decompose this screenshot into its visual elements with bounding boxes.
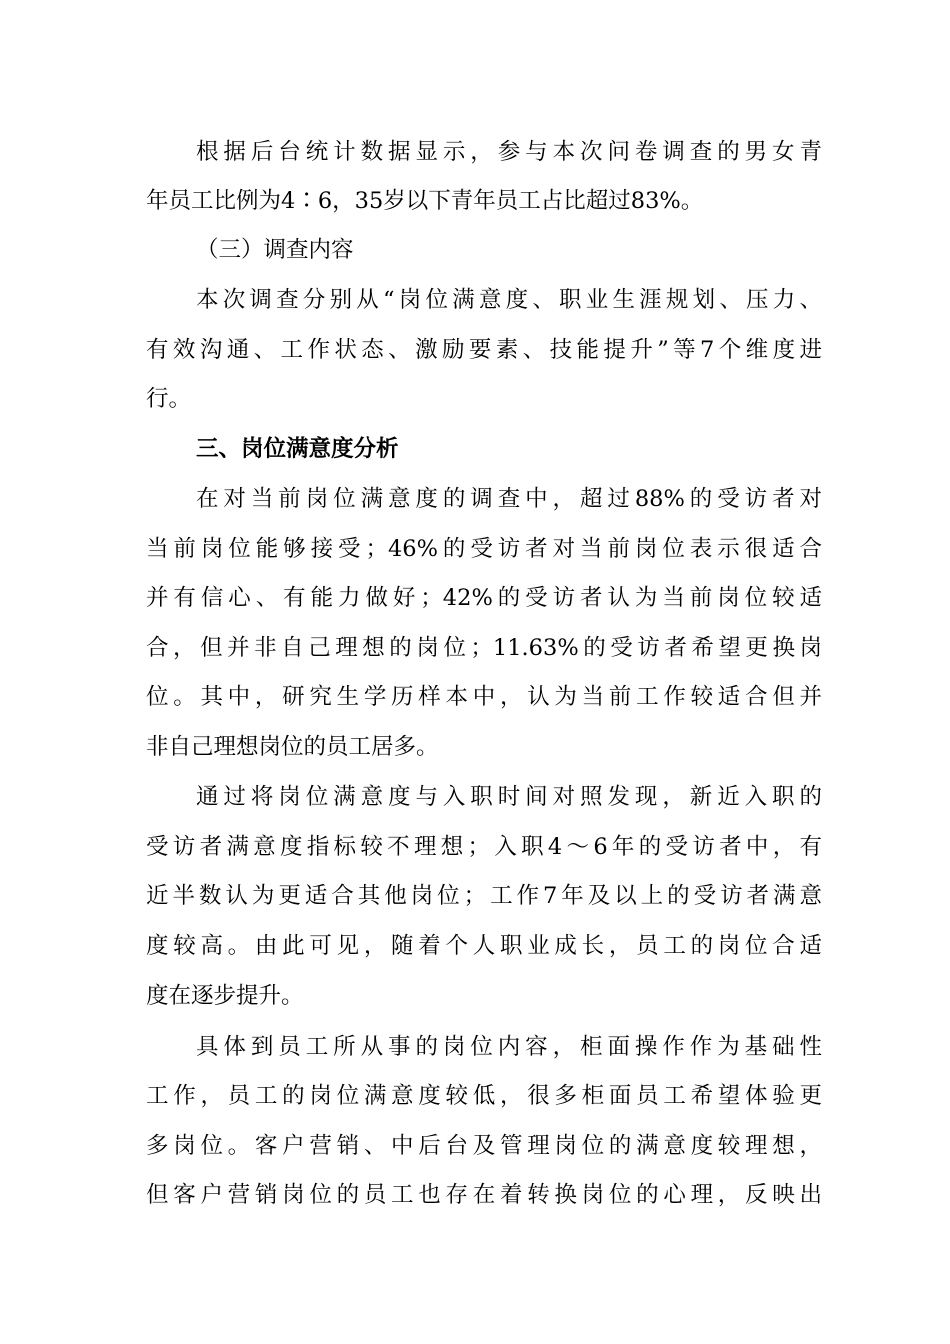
paragraph-3-line-5: 位。其中，研究生学历样本中，认为当前工作较适合但并 <box>146 684 822 710</box>
paragraph-5-line-1: 具体到员工所从事的岗位内容，柜面操作作为基础性 <box>196 1034 822 1060</box>
paragraph-4-line-2: 受访者满意度指标较不理想；入职4～6年的受访者中，有 <box>146 834 822 860</box>
section-heading-survey-content: （三）调查内容 <box>196 237 354 263</box>
paragraph-1-line-2: 年员工比例为4∶6，35岁以下青年员工占比超过83%。 <box>146 188 704 214</box>
paragraph-4-line-3: 近半数认为更适合其他岗位；工作7年及以上的受访者满意 <box>146 883 822 909</box>
paragraph-2-line-2: 有效沟通、工作状态、激励要素、技能提升”等7个维度进 <box>146 337 822 363</box>
paragraph-4-line-4: 度较高。由此可见，随着个人职业成长，员工的岗位合适 <box>146 933 822 959</box>
paragraph-3-line-4: 合，但并非自己理想的岗位；11.63%的受访者希望更换岗 <box>146 635 822 661</box>
paragraph-3-line-6: 非自己理想岗位的员工居多。 <box>146 734 439 760</box>
paragraph-4-line-5: 度在逐步提升。 <box>146 983 304 1009</box>
paragraph-2-line-3: 行。 <box>146 386 192 412</box>
paragraph-5-line-4: 但客户营销岗位的员工也存在着转换岗位的心理，反映出 <box>146 1182 822 1208</box>
paragraph-4-line-1: 通过将岗位满意度与入职时间对照发现，新近入职的 <box>196 784 822 810</box>
paragraph-2-line-1: 本次调查分别从“岗位满意度、职业生涯规划、压力、 <box>196 287 822 313</box>
paragraph-5-line-3: 多岗位。客户营销、中后台及管理岗位的满意度较理想， <box>146 1133 822 1159</box>
chapter-heading-job-satisfaction: 三、岗位满意度分析 <box>196 436 399 462</box>
paragraph-3-line-2: 当前岗位能够接受；46%的受访者对当前岗位表示很适合 <box>146 536 822 562</box>
paragraph-3-line-1: 在对当前岗位满意度的调查中，超过88%的受访者对 <box>196 486 822 512</box>
paragraph-5-line-2: 工作，员工的岗位满意度较低，很多柜面员工希望体验更 <box>146 1083 822 1109</box>
paragraph-3-line-3: 并有信心、有能力做好；42%的受访者认为当前岗位较适 <box>146 585 822 611</box>
paragraph-1-line-1: 根据后台统计数据显示，参与本次问卷调查的男女青 <box>196 139 822 165</box>
